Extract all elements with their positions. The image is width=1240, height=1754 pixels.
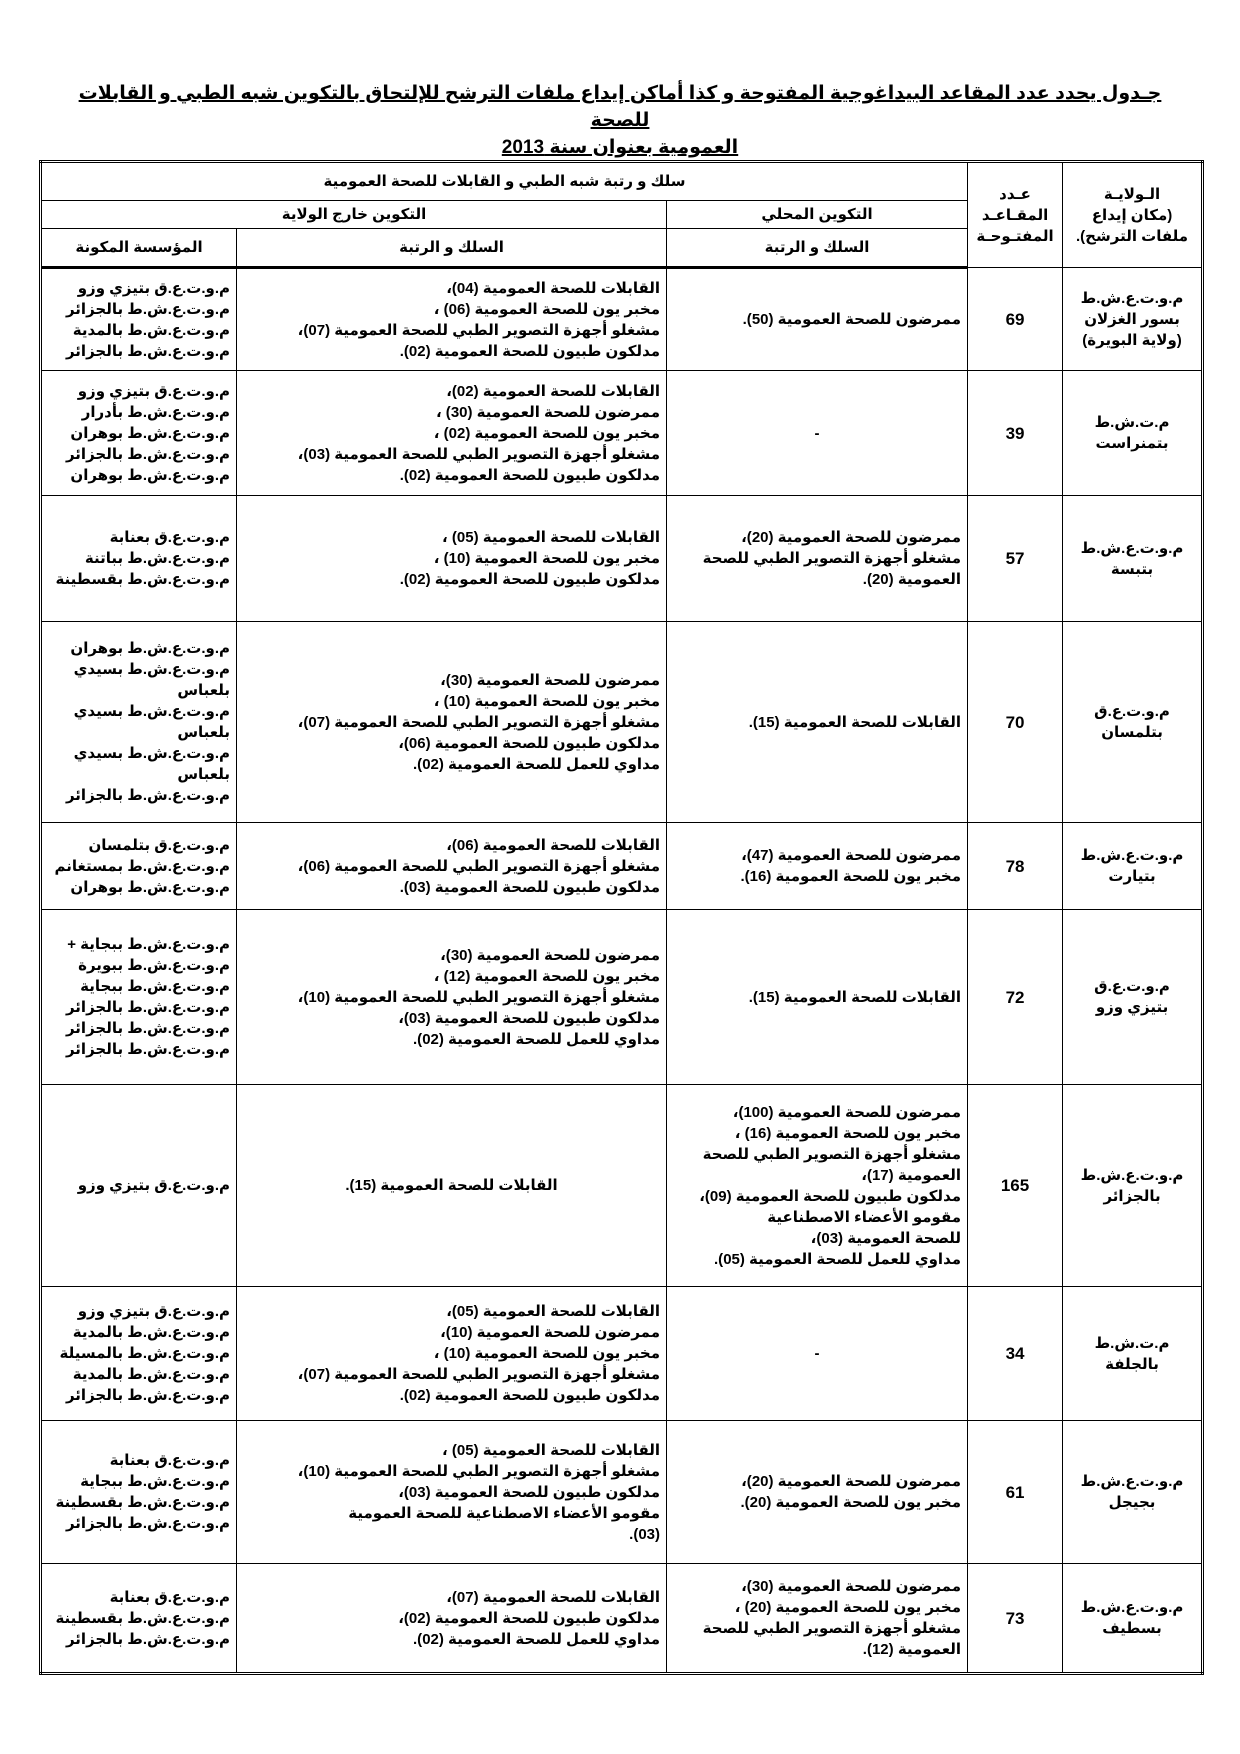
header-local-training: التكوين المحلي: [667, 201, 968, 229]
wilaya-cell: [1063, 371, 1203, 496]
outside-rank-cell-line: مخبر يون للصحة العمومية (06) ،: [433, 300, 661, 318]
institution-cell-line: م.و.ت.ع.ش.ط بوهران: [70, 640, 231, 657]
header-seats: عـدد المقـاعـد المفتـوحـة: [968, 162, 1063, 268]
institution-cell-line: م.و.ت.ع.ش.ط ببجاية: [80, 1473, 231, 1490]
institution-cell-line: بلعباس: [177, 724, 231, 741]
local-rank-cell-line: مداوي للعمل للصحة العمومية (05).: [714, 1250, 962, 1268]
local-rank-cell: [667, 268, 968, 371]
outside-rank-cell-line: القابلات للصحة العمومية (15).: [345, 1177, 558, 1194]
outside-rank-cell-line: مشغلو أجهزة التصوير الطبي للصحة العمومية (06)،: [297, 857, 661, 875]
local-rank-cell-line: العمومية (12).: [862, 1641, 962, 1658]
institution-cell-line: م.و.ت.ع.ش.ط بالمدية: [72, 1366, 231, 1383]
institution-cell-line: م.و.ت.ع.ش.ط ببويرة: [78, 957, 231, 974]
table-row: [41, 268, 1203, 371]
institution-cell-line: م.و.ت.ع.ش.ط بوهران: [70, 878, 231, 896]
institution-cell: [41, 1564, 237, 1674]
seats-cell: 57: [968, 496, 1063, 622]
institution-cell-line: م.و.ت.ع.ش.ط بالجزائر: [65, 1515, 231, 1532]
institution-cell-line: م.و.ت.ع.ش.ط بالمدية: [72, 321, 231, 339]
wilaya-cell-line: بسطيف: [1102, 1620, 1162, 1637]
table-row: [41, 496, 1203, 622]
outside-rank-cell-line: مدلكون طبيون للصحة العمومية (02).: [399, 342, 661, 360]
table-row: [41, 1421, 1203, 1564]
outside-rank-cell-line: مشغلو أجهزة التصوير الطبي للصحة العمومية (07)،: [297, 1366, 661, 1383]
outside-rank-cell: [237, 496, 667, 622]
institution-cell-line: بلعباس: [177, 682, 231, 699]
institution-cell: [41, 1085, 237, 1287]
institution-cell-line: م.و.ت.ع.ش.ط بالمسيلة: [59, 1345, 231, 1362]
local-rank-cell: [667, 1287, 968, 1421]
local-rank-cell-line: ممرضون للصحة العمومية (50).: [742, 311, 962, 328]
outside-rank-cell: [237, 823, 667, 910]
wilaya-cell-line: م.و.ت.ع.ش.ط: [1080, 1599, 1184, 1616]
outside-rank-cell: [237, 1564, 667, 1674]
institution-cell-line: م.و.ت.ع.ش.ط بسيدي: [73, 661, 231, 678]
local-rank-cell-line: العمومية (17)،: [861, 1166, 962, 1184]
institution-cell-line: م.و.ت.ع.ش.ط بالجزائر: [65, 1041, 231, 1058]
wilaya-cell: [1063, 1564, 1203, 1674]
wilaya-cell: [1063, 268, 1203, 371]
institution-cell: [41, 910, 237, 1085]
outside-rank-cell-line: مخبر يون للصحة العمومية (10) ،: [433, 692, 661, 710]
institution-cell: [41, 268, 237, 371]
wilaya-cell: [1063, 1085, 1203, 1287]
seats-cell: 165: [968, 1085, 1063, 1287]
outside-rank-cell-line: مشغلو أجهزة التصوير الطبي للصحة العمومية (10)،: [297, 1462, 661, 1480]
outside-rank-cell: [237, 268, 667, 371]
wilaya-cell: [1063, 823, 1203, 910]
outside-rank-cell-line: مدلكون طبيون للصحة العمومية (02).: [399, 466, 661, 484]
outside-rank-cell-line: ممرضون للصحة العمومية (30)،: [440, 946, 661, 964]
wilaya-cell-line: م.ت.ش.ط: [1094, 1334, 1170, 1352]
header-outside-training: التكوين خارج الولاية: [41, 201, 667, 229]
outside-rank-cell-line: مخبر يون للصحة العمومية (12) ،: [433, 967, 661, 985]
header-local-rank: السلك و الرتبة: [667, 229, 968, 268]
institution-cell: [41, 496, 237, 622]
local-rank-cell: [667, 1085, 968, 1287]
wilaya-cell-line: م.و.ت.ع.ش.ط: [1080, 289, 1184, 307]
wilaya-cell-line: بتلمسان: [1101, 724, 1163, 741]
local-rank-cell-line: القابلات للصحة العمومية (15).: [748, 713, 962, 731]
outside-rank-cell-line: مشغلو أجهزة التصوير الطبي للصحة العمومية (07)،: [297, 321, 661, 339]
outside-rank-cell-line: القابلات للصحة العمومية (04)،: [446, 279, 661, 297]
institution-cell-line: م.و.ت.ع.ش.ط بالجزائر: [65, 300, 231, 318]
header-corps-group: سلك و رتبة شبه الطبي و القابلات للصحة العمومية: [41, 162, 968, 201]
wilaya-cell: [1063, 622, 1203, 823]
document-title: [60, 80, 1180, 161]
local-rank-cell-line: مخبر يون للصحة العمومية (20) ،: [734, 1599, 962, 1616]
local-rank-cell: [667, 823, 968, 910]
outside-rank-cell-line: مخبر يون للصحة العمومية (02) ،: [433, 424, 661, 442]
seats-cell: 61: [968, 1421, 1063, 1564]
outside-rank-cell-line: مدلكون طبيون للصحة العمومية (03)،: [398, 1009, 661, 1027]
institution-cell-line: م.و.ت.ع.ش.ط بقسطينة: [55, 571, 231, 588]
seats-cell: 78: [968, 823, 1063, 910]
local-rank-cell-line: العمومية (20).: [862, 571, 962, 588]
local-rank-cell: [667, 622, 968, 823]
wilaya-cell-line: بتيارت: [1108, 868, 1156, 885]
outside-rank-cell-line: مدلكون طبيون للصحة العمومية (03).: [399, 878, 661, 896]
institution-cell-line: م.و.ت.ع.ق بعنابة: [109, 1452, 231, 1469]
outside-rank-cell-line: مشغلو أجهزة التصوير الطبي للصحة العمومية (03)،: [297, 445, 661, 463]
outside-rank-cell-line: مشغلو أجهزة التصوير الطبي للصحة العمومية (07)،: [297, 713, 661, 731]
outside-rank-cell-line: مداوي للعمل للصحة العمومية (02).: [413, 1030, 661, 1048]
institution-cell: [41, 371, 237, 496]
institution-cell-line: م.و.ت.ع.ش.ط بالجزائر: [65, 787, 231, 804]
local-rank-cell-line: ممرضون للصحة العمومية (20)،: [741, 529, 962, 546]
wilaya-cell-line: بجيجل: [1108, 1494, 1156, 1511]
table-row: [41, 622, 1203, 823]
institution-cell-line: م.و.ت.ع.ش.ط بالجزائر: [65, 445, 231, 463]
local-rank-cell-line: -: [814, 1345, 820, 1362]
local-rank-cell: [667, 496, 968, 622]
local-rank-cell-line: مدلكون طبيون للصحة العمومية (09)،: [699, 1187, 962, 1205]
institution-cell-line: بلعباس: [177, 766, 231, 783]
local-rank-cell: [667, 1421, 968, 1564]
institution-cell-line: م.و.ت.ع.ق بتيزي وزو: [77, 279, 231, 297]
local-rank-cell: [667, 1564, 968, 1674]
outside-rank-cell-line: مشغلو أجهزة التصوير الطبي للصحة العمومية (10)،: [297, 988, 661, 1006]
table-row: [41, 910, 1203, 1085]
outside-rank-cell-line: القابلات للصحة العمومية (05)،: [446, 1303, 661, 1320]
outside-rank-cell: [237, 1085, 667, 1287]
institution-cell-line: م.و.ت.ع.ق بتيزي وزو: [77, 1303, 231, 1320]
outside-rank-cell-line: ممرضون للصحة العمومية (30)،: [440, 671, 661, 689]
outside-rank-cell-line: مداوي للعمل للصحة العمومية (02).: [413, 755, 661, 773]
table-row: [41, 1564, 1203, 1674]
institution-cell-line: م.و.ت.ع.ق بعنابة: [109, 529, 231, 546]
outside-rank-cell: [237, 371, 667, 496]
title-line-1: جـدول يحدد عدد المقاعد البيداغوجية المفتوحة و كذا أماكن إيداع ملفات الترشح للإلتحاق بالتكوين شبه الطبي و القابلات للصحة: [78, 83, 1162, 131]
outside-rank-cell-line: القابلات للصحة العمومية (05) ،: [442, 529, 661, 546]
institution-cell-line: م.و.ت.ع.ق بتيزي وزو: [77, 382, 231, 400]
local-rank-cell-line: مخبر يون للصحة العمومية (16).: [740, 868, 962, 885]
wilaya-cell-line: بتمنراست: [1095, 435, 1169, 452]
institution-cell-line: م.و.ت.ع.ش.ط ببجاية: [80, 978, 231, 995]
institution-cell: [41, 1421, 237, 1564]
institution-cell-line: م.و.ت.ع.ق بتلمسان: [88, 836, 231, 854]
local-rank-cell: [667, 910, 968, 1085]
wilaya-cell-line: م.و.ت.ع.ش.ط: [1080, 539, 1184, 557]
wilaya-cell-line: م.و.ت.ع.ق: [1094, 978, 1170, 995]
outside-rank-cell-line: مدلكون طبيون للصحة العمومية (03)،: [398, 1483, 661, 1501]
outside-rank-cell: [237, 1287, 667, 1421]
outside-rank-cell-line: مدلكون طبيون للصحة العمومية (02).: [399, 1387, 661, 1404]
institution-cell-line: م.و.ت.ع.ش.ط بالجزائر: [65, 342, 231, 360]
outside-rank-cell-line: مخبر يون للصحة العمومية (10) ،: [433, 1345, 661, 1362]
wilaya-cell: [1063, 1287, 1203, 1421]
outside-rank-cell-line: مخبر يون للصحة العمومية (10) ،: [433, 550, 661, 567]
local-rank-cell-line: ممرضون للصحة العمومية (30)،: [741, 1578, 962, 1595]
wilaya-cell-line: بتيزي وزو: [1095, 999, 1169, 1016]
outside-rank-cell-line: القابلات للصحة العمومية (07)،: [446, 1588, 661, 1606]
wilaya-cell: [1063, 496, 1203, 622]
local-rank-cell-line: القابلات للصحة العمومية (15).: [748, 988, 962, 1006]
wilaya-cell-line: بسور الغزلان: [1084, 310, 1180, 328]
local-rank-cell-line: مشغلو أجهزة التصوير الطبي للصحة: [702, 1620, 962, 1637]
header-institution: المؤسسة المكونة: [41, 229, 237, 268]
wilaya-cell-line: م.و.ت.ع.ش.ط: [1080, 1166, 1184, 1184]
outside-rank-cell-line: مداوي للعمل للصحة العمومية (02).: [413, 1630, 661, 1648]
wilaya-cell-line: م.و.ت.ع.ش.ط: [1080, 1473, 1184, 1490]
wilaya-cell: [1063, 1421, 1203, 1564]
header-outside-rank: السلك و الرتبة: [237, 229, 667, 268]
institution-cell-line: م.و.ت.ع.ش.ط بقسطينة: [55, 1494, 231, 1511]
wilaya-cell-line: م.و.ت.ع.ش.ط: [1080, 847, 1184, 864]
institution-cell: [41, 622, 237, 823]
institution-cell-line: م.و.ت.ع.ش.ط بقسطينة: [55, 1609, 231, 1627]
institution-cell-line: م.و.ت.ع.ش.ط ببجاية +: [67, 936, 231, 953]
institution-cell-line: م.و.ت.ع.ش.ط بالجزائر: [65, 1020, 231, 1037]
outside-rank-cell-line: مدلكون طبيون للصحة العمومية (02)،: [398, 1609, 661, 1627]
institution-cell-line: م.و.ت.ع.ق بتيزي وزو: [77, 1177, 231, 1194]
institution-cell-line: م.و.ت.ع.ش.ط بوهران: [70, 424, 231, 442]
wilaya-cell-line: بالجزائر: [1103, 1187, 1161, 1205]
seats-cell: 73: [968, 1564, 1063, 1674]
local-rank-cell-line: مشغلو أجهزة التصوير الطبي للصحة: [702, 1145, 962, 1163]
institution-cell-line: م.و.ت.ع.ش.ط بمستغانم: [54, 857, 231, 875]
institution-cell-line: م.و.ت.ع.ش.ط بسيدي: [73, 703, 231, 720]
outside-rank-cell-line: القابلات للصحة العمومية (05) ،: [442, 1441, 661, 1459]
seats-cell: 70: [968, 622, 1063, 823]
local-rank-cell-line: للصحة العمومية (03)،: [810, 1229, 962, 1247]
wilaya-cell-line: بتبسة: [1110, 560, 1154, 578]
institution-cell-line: م.و.ت.ع.ش.ط بباتنة: [84, 550, 231, 567]
institution-cell-line: م.و.ت.ع.ش.ط بالمدية: [72, 1324, 231, 1341]
institution-cell-line: م.و.ت.ع.ش.ط بأدرار: [81, 403, 231, 421]
wilaya-cell-line: (ولاية البويرة): [1082, 331, 1182, 349]
local-rank-cell: [667, 371, 968, 496]
local-rank-cell-line: مشغلو أجهزة التصوير الطبي للصحة: [702, 550, 962, 567]
header-wilaya: الـولايـة (مكان إيداع ملفات الترشح).: [1063, 162, 1203, 268]
institution-cell-line: م.و.ت.ع.ش.ط بالجزائر: [65, 999, 231, 1016]
local-rank-cell-line: ممرضون للصحة العمومية (20)،: [741, 1473, 962, 1490]
outside-rank-cell-line: (03).: [629, 1525, 661, 1543]
seats-table: [39, 160, 1204, 1675]
seats-cell: 69: [968, 268, 1063, 371]
institution-cell-line: م.و.ت.ع.ش.ط بوهران: [70, 466, 231, 484]
outside-rank-cell-line: ممرضون للصحة العمومية (10)،: [440, 1324, 661, 1341]
table-row: [41, 1287, 1203, 1421]
outside-rank-cell-line: القابلات للصحة العمومية (02)،: [446, 382, 661, 400]
wilaya-cell-line: م.ت.ش.ط: [1094, 414, 1170, 431]
outside-rank-cell-line: ممرضون للصحة العمومية (30) ،: [435, 403, 661, 421]
local-rank-cell-line: مخبر يون للصحة العمومية (20).: [740, 1494, 962, 1511]
title-line-2: العمومية بعنوان سنة 2013: [501, 137, 739, 158]
institution-cell-line: م.و.ت.ع.ش.ط بالجزائر: [65, 1630, 231, 1648]
outside-rank-cell-line: القابلات للصحة العمومية (06)،: [446, 836, 661, 854]
seats-cell: 39: [968, 371, 1063, 496]
seats-cell: 72: [968, 910, 1063, 1085]
wilaya-cell-line: م.و.ت.ع.ق: [1094, 703, 1170, 720]
local-rank-cell-line: مقومو الأعضاء الاصطناعية: [767, 1208, 962, 1226]
institution-cell: [41, 1287, 237, 1421]
table-row: [41, 823, 1203, 910]
outside-rank-cell: [237, 1421, 667, 1564]
institution-cell-line: م.و.ت.ع.ش.ط بسيدي: [73, 745, 231, 762]
table-row: [41, 371, 1203, 496]
table-row: [41, 1085, 1203, 1287]
institution-cell-line: م.و.ت.ع.ش.ط بالجزائر: [65, 1387, 231, 1404]
outside-rank-cell-line: مقومو الأعضاء الاصطناعية للصحة العمومية: [348, 1504, 661, 1522]
wilaya-cell-line: بالجلفة: [1105, 1355, 1159, 1373]
outside-rank-cell: [237, 910, 667, 1085]
wilaya-cell: [1063, 910, 1203, 1085]
institution-cell: [41, 823, 237, 910]
local-rank-cell-line: -: [814, 424, 820, 442]
local-rank-cell-line: ممرضون للصحة العمومية (100)،: [732, 1103, 962, 1121]
local-rank-cell-line: ممرضون للصحة العمومية (47)،: [741, 847, 962, 864]
outside-rank-cell: [237, 622, 667, 823]
outside-rank-cell-line: مدلكون طبيون للصحة العمومية (06)،: [398, 734, 661, 752]
seats-cell: 34: [968, 1287, 1063, 1421]
outside-rank-cell-line: مدلكون طبيون للصحة العمومية (02).: [399, 571, 661, 588]
local-rank-cell-line: مخبر يون للصحة العمومية (16) ،: [734, 1124, 962, 1142]
institution-cell-line: م.و.ت.ع.ق بعنابة: [109, 1588, 231, 1606]
